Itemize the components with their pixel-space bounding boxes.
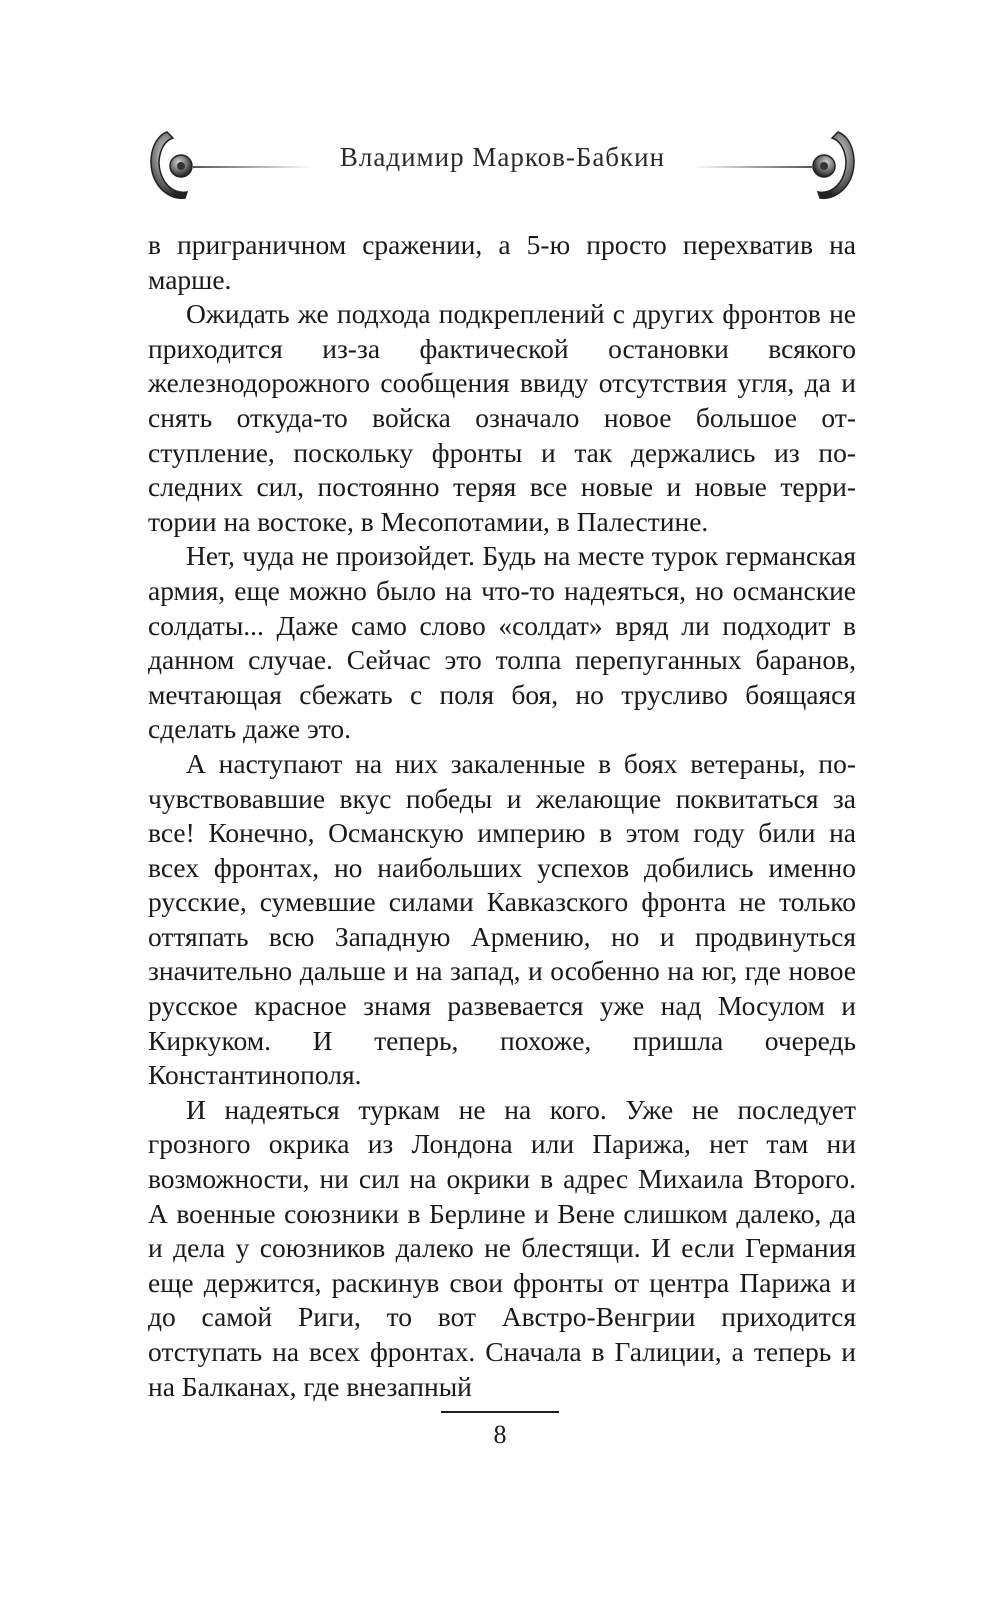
page-number: 8: [493, 1420, 507, 1449]
body-text: [148, 228, 856, 1404]
paragraph: А наступают на них закаленные в боях ветераны, почувствовавшие вкус победы и желающие поквитаться за все! Конечно, Османскую империю в этом году били на всех фронтах, но наибольших успехов добились именно русские, сумевшие силами Кавказского фронта не только оттяпать всю Западную Армению, но и продвинуться значительно дальше и на запад, и особенно на юг, где новое русское красное знамя развевается уже над Мосулом и Киркуком. И теперь, похоже, пришла очередь Константинополя.: [148, 747, 856, 1091]
paragraph: Нет, чуда не произойдет. Будь на месте турок германская армия, еще можно было на что-то надеяться, но османские солдаты... Даже само слово «солдат» вряд ли подходит в данном случае. Сейчас это толпа перепуганных баранов, мечтающая сбежать с поля боя, но трусливо боящаяся сделать даже это.: [148, 540, 856, 745]
paragraph: И надеяться туркам не на кого. Уже не последует грозного окрика из Лондона или Парижа, нет там ни возможности, ни сил на окрики в адрес Михаила Второго. А военные союзники в Берлине и Вене слишком далеко, да и дела у союзников далеко не блестящи. И если Германия еще держится, раскинув свои фронты от центра Парижа и до самой Риги, то вот Австро-Венгрии приходится отступать на всех фронтах. Сначала в Галиции, а теперь и на Балканах, где внезапный: [148, 1093, 856, 1402]
running-title: Владимир Марков-Бабкин: [339, 142, 666, 172]
header-rule-right: [692, 166, 812, 168]
paragraph: Ожидать же подхода подкреплений с других фронтов не приходится из-за фактической остановки всякого железнодорожного сообщения ввиду отсутствия угля, да и снять откуда-то войска означало новое большое отступление, поскольку фронты и так держались из последних сил, постоянно теряя все новые и новые территории на востоке, в Месопотамии, в Палестине.: [148, 298, 856, 537]
running-header: [145, 128, 860, 208]
paragraph: в приграничном сражении, а 5-ю просто перехватив на марше.: [148, 229, 856, 295]
footer-rule: [441, 1411, 559, 1413]
scroll-ornament-icon: [800, 128, 860, 204]
